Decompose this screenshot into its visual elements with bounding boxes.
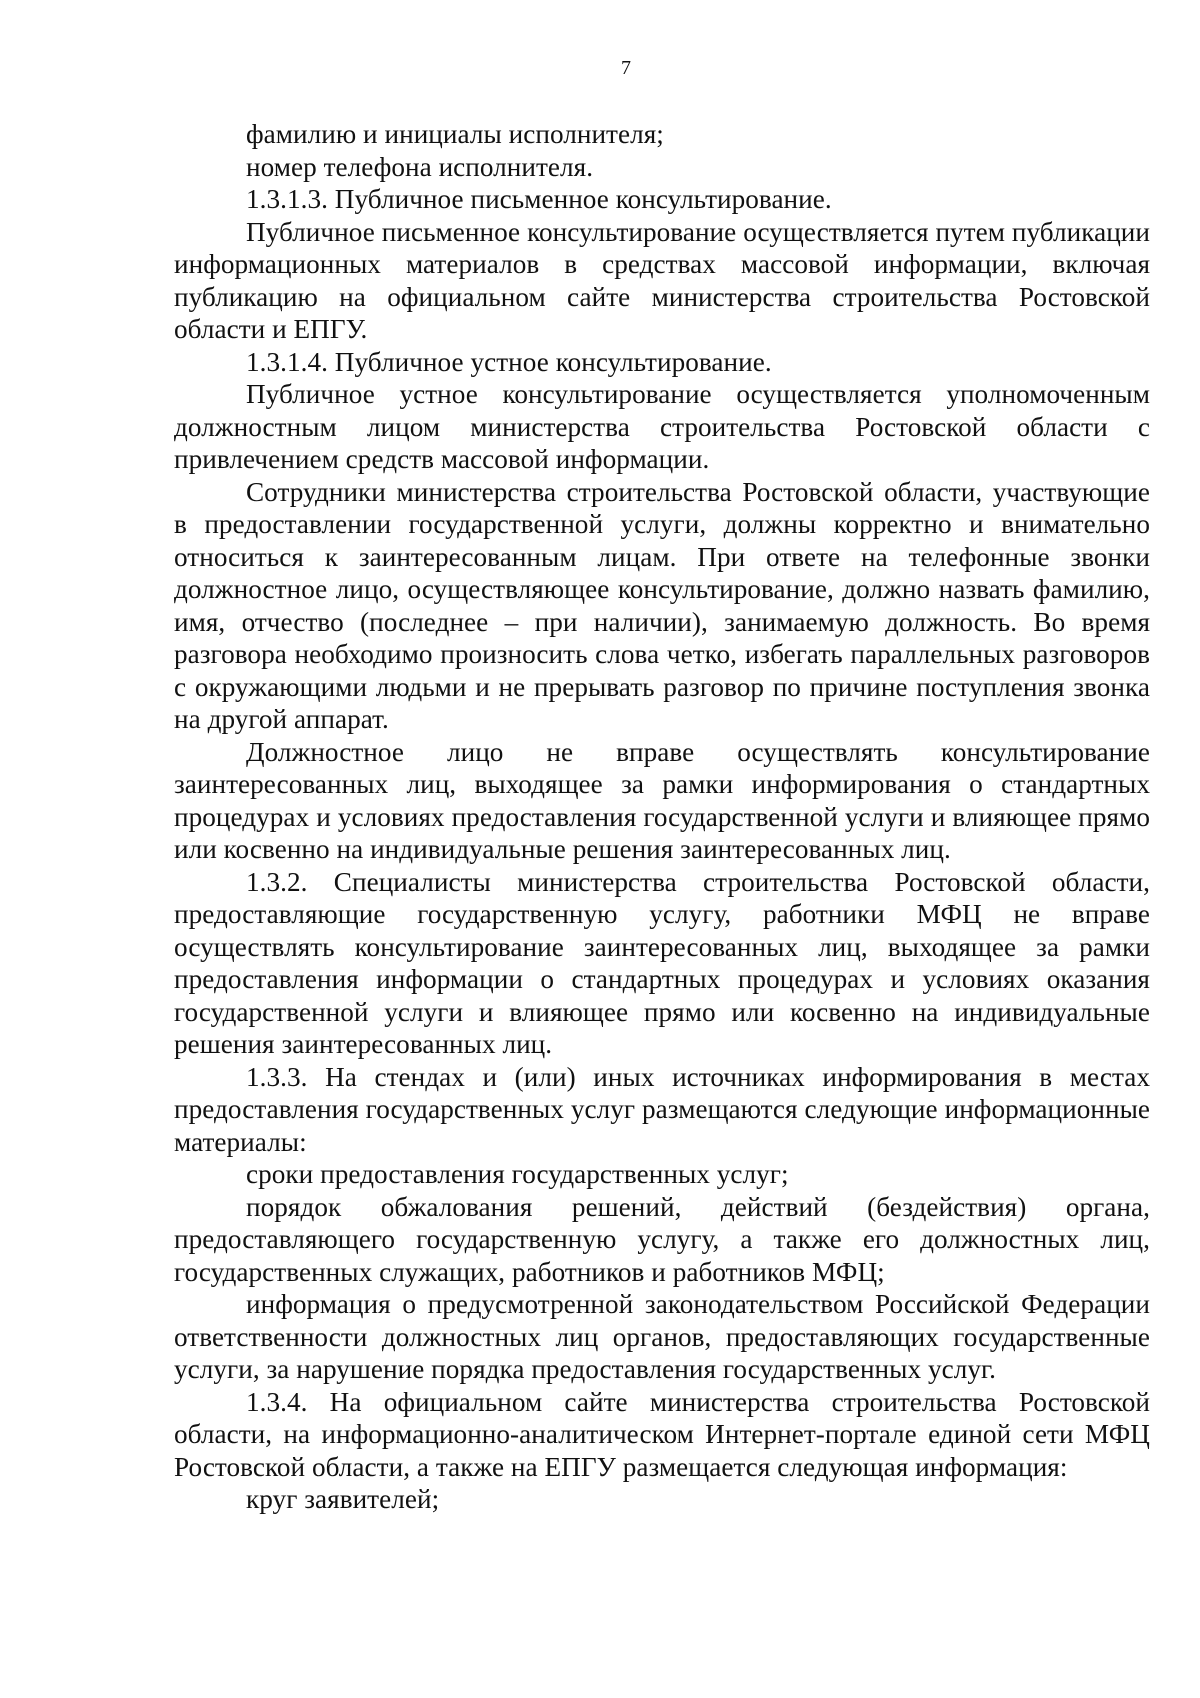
paragraph: фамилию и инициалы исполнителя; (246, 119, 664, 149)
paragraph: Публичное письменное консультирование осуществляется путем публикации информационных материалов в средствах массовой информации, включая публикацию на официальном сайте министерства строительства Ростовской области и ЕПГУ. (174, 216, 1150, 344)
paragraph: 1.3.4. На официальном сайте министерства строительства Ростовской области, на информационно-аналитическом Интернет-портале единой сети МФЦ Ростовской области, а также на ЕПГУ размещается следующая информация: (174, 1386, 1150, 1482)
paragraph: 1.3.2. Специалисты министерства строительства Ростовской области, предоставляющие государственную услугу, работники МФЦ не вправе осуществлять консультирование заинтересованных лиц, выходящее за рамки предоставления информации о стандартных процедурах и условиях оказания государственной услуги и влияющее прямо или косвенно на индивидуальные решения заинтересованных лиц. (174, 866, 1150, 1059)
paragraph: Сотрудники министерства строительства Ростовской области, участвующие в предоставлении государственной услуги, должны корректно и внимательно относиться к заинтересованным лицам. При ответе на телефонные звонки должностное лицо, осуществляющее консультирование, должно назвать фамилию, имя, отчество (последнее – при наличии), занимаемую должность. Во время разговора необходимо произносить слова четко, избегать параллельных разговоров с окружающими людьми и не прерывать разговор по причине поступления звонка на другой аппарат. (174, 476, 1150, 734)
list-item: порядок обжалования решений, действий (бездействия) органа, предоставляющего государственную услугу, а также его должностных лиц, государственных служащих, работников и работников МФЦ; (174, 1191, 1150, 1287)
paragraph: номер телефона исполнителя. (246, 151, 594, 182)
list-item: сроки предоставления государственных услуг; (246, 1159, 789, 1189)
section-heading: 1.3.1.4. Публичное устное консультирование. (246, 346, 772, 377)
list-item: круг заявителей; (246, 1484, 440, 1514)
list-item: информация о предусмотренной законодательством Российской Федерации ответственности должностных лиц органов, предоставляющих государственные услуги, за нарушение порядка предоставления государственных услуг. (174, 1289, 1150, 1384)
paragraph: Публичное устное консультирование осуществляется уполномоченным должностным лицом министерства строительства Ростовской области с привлечением средств массовой информации. (174, 379, 1150, 474)
paragraph: 1.3.3. На стендах и (или) иных источниках информирования в местах предоставления государственных услуг размещаются следующие информационные материалы: (174, 1061, 1150, 1157)
document-body (174, 118, 1150, 1516)
page-number: 7 (621, 57, 631, 79)
section-heading: 1.3.1.3. Публичное письменное консультирование. (246, 184, 832, 214)
paragraph: Должностное лицо не вправе осуществлять консультирование заинтересованных лиц, выходящее за рамки информирования о стандартных процедурах и условиях предоставления государственной услуги и влияющее прямо или косвенно на индивидуальные решения заинтересованных лиц. (174, 736, 1150, 864)
